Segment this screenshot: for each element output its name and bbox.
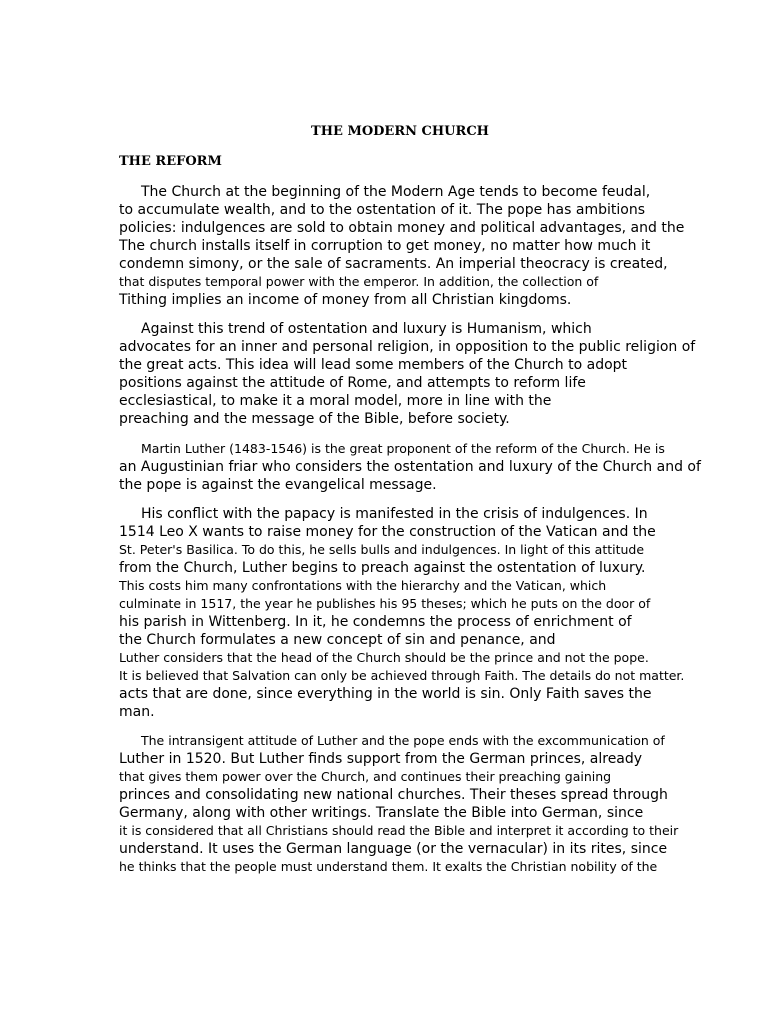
paragraph-1 bbox=[119, 183, 719, 309]
paragraph-line: to accumulate wealth, and to the ostentation of it. The pope has ambitions bbox=[119, 202, 645, 218]
paragraph-line: Luther in 1520. But Luther finds support from the German princes, already bbox=[119, 751, 643, 767]
paragraph-line: condemn simony, or the sale of sacraments. An imperial theocracy is created, bbox=[119, 256, 668, 272]
paragraph-line: man. bbox=[119, 704, 155, 720]
paragraph-line: preaching and the message of the Bible, before society. bbox=[119, 411, 510, 427]
paragraph-line: princes and consolidating new national churches. Their theses spread through bbox=[119, 787, 668, 803]
paragraph-line: The church installs itself in corruption to get money, no matter how much it bbox=[119, 238, 651, 254]
paragraph-line: acts that are done, since everything in the world is sin. Only Faith saves the bbox=[119, 686, 652, 702]
paragraph-line: His conflict with the papacy is manifested in the crisis of indulgences. In bbox=[141, 506, 648, 522]
paragraph-line: Germany, along with other writings. Translate the Bible into German, since bbox=[119, 805, 644, 821]
paragraph-line: Against this trend of ostentation and luxury is Humanism, which bbox=[141, 321, 592, 337]
paragraph-line: This costs him many confrontations with the hierarchy and the Vatican, which bbox=[119, 578, 607, 593]
paragraph-line: Tithing implies an income of money from all Christian kingdoms. bbox=[119, 292, 572, 308]
paragraph-line: his parish in Wittenberg. In it, he condemns the process of enrichment of bbox=[119, 614, 632, 630]
paragraph-line: culminate in 1517, the year he publishes his 95 theses; which he puts on the door of bbox=[119, 596, 651, 611]
paragraph-line: that gives them power over the Church, and continues their preaching gaining bbox=[119, 769, 612, 784]
paragraph-line: it is considered that all Christians should read the Bible and interpret it according to their bbox=[119, 823, 679, 838]
paragraph-line: It is believed that Salvation can only be achieved through Faith. The details do not matter. bbox=[119, 668, 685, 683]
paragraph-line: ecclesiastical, to make it a moral model, more in line with the bbox=[119, 393, 552, 409]
paragraph-3 bbox=[119, 440, 719, 494]
paragraph-line: an Augustinian friar who considers the ostentation and luxury of the Church and of bbox=[119, 459, 701, 475]
paragraph-line: he thinks that the people must understand them. It exalts the Christian nobility of the bbox=[119, 859, 658, 874]
paragraph-line: that disputes temporal power with the emperor. In addition, the collection of bbox=[119, 274, 599, 289]
paragraph-line: the Church formulates a new concept of sin and penance, and bbox=[119, 632, 556, 648]
paragraph-2 bbox=[119, 320, 719, 428]
paragraph-line: Luther considers that the head of the Church should be the prince and not the pope. bbox=[119, 650, 649, 665]
paragraph-line: policies: indulgences are sold to obtain money and political advantages, and the bbox=[119, 220, 685, 236]
paragraph-line: advocates for an inner and personal religion, in opposition to the public religion of bbox=[119, 339, 696, 355]
paragraph-line: the pope is against the evangelical message. bbox=[119, 477, 437, 493]
paragraph-line: positions against the attitude of Rome, and attempts to reform life bbox=[119, 375, 586, 391]
paragraph-line: St. Peter's Basilica. To do this, he sells bulls and indulgences. In light of this attitude bbox=[119, 542, 645, 557]
paragraph-line: the great acts. This idea will lead some members of the Church to adopt bbox=[119, 357, 628, 373]
paragraph-line: Martin Luther (1483-1546) is the great proponent of the reform of the Church. He is bbox=[141, 441, 665, 456]
paragraph-line: 1514 Leo X wants to raise money for the construction of the Vatican and the bbox=[119, 524, 656, 540]
paragraph-line: from the Church, Luther begins to preach against the ostentation of luxury. bbox=[119, 560, 646, 576]
paragraph-4 bbox=[119, 505, 719, 721]
section-title: THE REFORM bbox=[119, 154, 222, 169]
paragraph-line: The Church at the beginning of the Modern Age tends to become feudal, bbox=[141, 184, 651, 200]
paragraph-5 bbox=[119, 732, 719, 876]
paragraph-line: The intransigent attitude of Luther and the pope ends with the excommunication of bbox=[141, 733, 665, 748]
paragraph-line: understand. It uses the German language (or the vernacular) in its rites, since bbox=[119, 841, 668, 857]
document-title: THE MODERN CHURCH bbox=[311, 124, 489, 139]
